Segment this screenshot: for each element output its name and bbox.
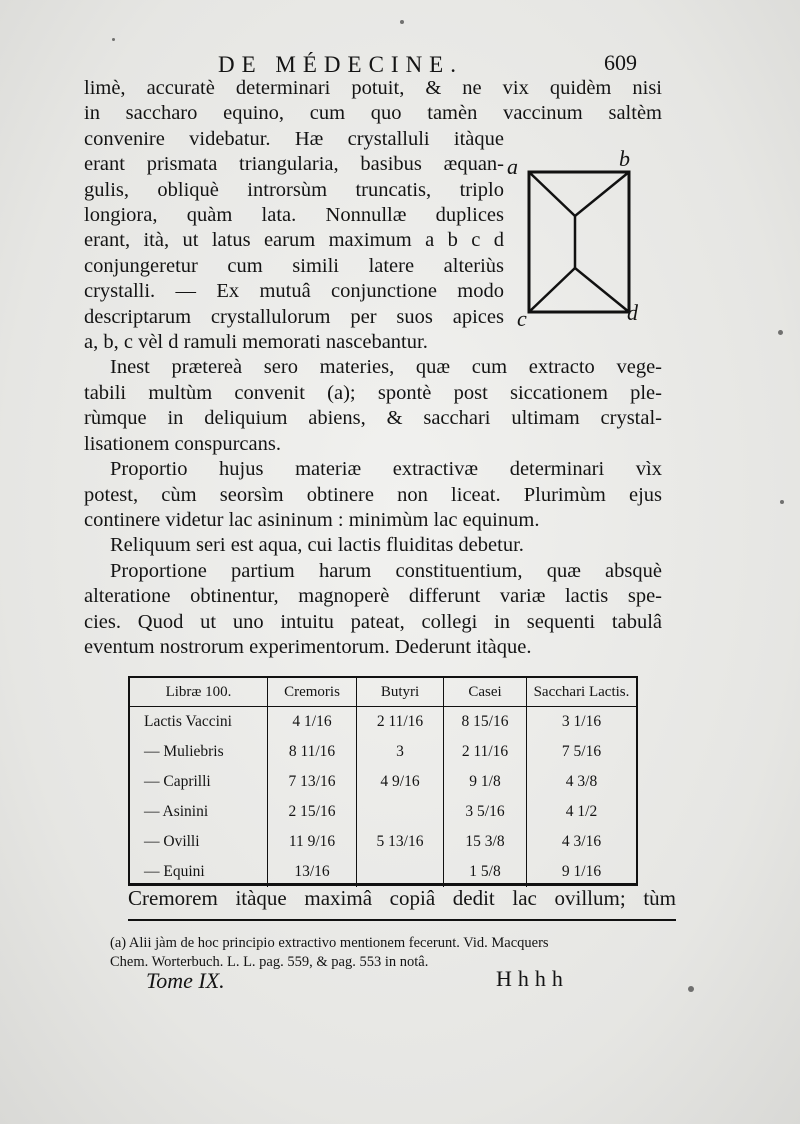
row-label: — Caprilli: [130, 767, 268, 797]
cell-value: 4 1/16: [292, 713, 332, 730]
cell-value: 4 9/16: [380, 773, 420, 790]
footnote-line: Chem. Worterbuch. L. L. pag. 559, & pag. 553 in notâ.: [110, 954, 429, 970]
cell-value: 15 3/8: [465, 833, 505, 850]
text-line: eventum nostrorum experimentorum. Dederunt itàque.: [84, 635, 532, 658]
cell-value: 2 11/16: [376, 713, 424, 730]
table-row: [130, 737, 636, 767]
text-line: alteratione obtinentur, magnoperè differunt variæ lactis spe-: [84, 585, 662, 608]
table-cell: [527, 827, 637, 857]
table-cell: [357, 737, 444, 767]
text-line: longiora, quàm lata. Nonnullæ duplices: [84, 204, 504, 227]
text-line: Proportione partium harum constituentium, quæ absquè: [110, 559, 662, 582]
text-line: lisationem conspurcans.: [84, 432, 281, 455]
crystal-diagram: [505, 150, 665, 330]
row-label: — Asinini: [130, 797, 268, 827]
row-label: — Equini: [130, 857, 268, 887]
text-line: descriptarum crystallulorum per suos apices: [84, 305, 504, 328]
text-line: gulis, obliquè introrsùm truncatis, triplo: [84, 178, 504, 201]
table-cell: [268, 857, 357, 887]
paragraph-3: [84, 457, 662, 533]
column-header: Cremoris: [268, 678, 357, 707]
cell-value: 4 1/2: [565, 803, 598, 820]
page-footer: [146, 968, 576, 998]
cell-value: 2 11/16: [461, 743, 509, 760]
table-row: [130, 797, 636, 827]
row-label: — Muliebris: [130, 737, 268, 767]
table-row: [130, 767, 636, 797]
cell-value: 7 13/16: [288, 773, 336, 790]
cell-value: 8 11/16: [288, 743, 336, 760]
figure-label-a: a: [507, 154, 518, 179]
table-cell: [268, 797, 357, 827]
cell-value: 11 9/16: [288, 833, 336, 850]
column-header: Sacchari Lactis.: [527, 678, 637, 707]
table-cell: [444, 737, 527, 767]
text-line: erant prismata triangularia, basibus æquan-: [84, 153, 504, 176]
page-number: 609: [604, 50, 637, 75]
cell-value: 1 5/8: [469, 863, 501, 880]
paper-speck: [400, 20, 404, 24]
cell-value: 9 1/16: [561, 863, 602, 880]
table-cell: [357, 857, 444, 887]
text-line: cies. Quod ut uno intuitu pateat, collegi in sequenti tabulâ: [84, 610, 662, 633]
text-line: continere videtur lac asininum : minimùm lac equinum.: [84, 508, 540, 531]
table-cell: [527, 797, 637, 827]
text-line: erant, ità, ut latus earum maximum a b c d: [84, 229, 504, 252]
text-line: Inest prætereà sero materies, quæ cum extracto vege-: [110, 356, 662, 379]
running-title: DE MÉDECINE.: [218, 52, 463, 77]
footnote-line: (a) Alii jàm de hoc principio extractivo mentionem fecerunt. Vid. Macquers: [110, 935, 549, 951]
signature-mark: Hhhh: [496, 966, 569, 991]
text-line: crystalli. — Ex mutuâ conjunctione modo: [84, 280, 504, 303]
figure-label-d: d: [627, 300, 638, 325]
cell-value: 4 3/16: [561, 833, 602, 850]
figure-label-c: c: [517, 306, 527, 331]
table-row: [130, 707, 636, 738]
cell-value: 2 15/16: [288, 803, 336, 820]
table-cell: [527, 767, 637, 797]
paragraph-2: [84, 355, 662, 457]
table-cell: [357, 767, 444, 797]
table-cell: [527, 737, 637, 767]
table-cell: [444, 857, 527, 887]
cell-value: 7 5/16: [561, 743, 602, 760]
column-header: Butyri: [357, 678, 444, 707]
figure-label-b: b: [619, 146, 630, 171]
text-line: Reliquum seri est aqua, cui lactis fluiditas debetur.: [110, 534, 524, 557]
table-cell: [444, 707, 527, 738]
text-line: convenire videbatur. Hæ crystalluli itàque: [84, 127, 504, 150]
paragraph-4: [84, 533, 662, 558]
text-line: Proportio hujus materiæ extractivæ determinari vìx: [110, 458, 662, 481]
paper-speck: [688, 986, 694, 992]
table-cell: [444, 827, 527, 857]
row-label: Lactis Vaccini: [130, 707, 268, 738]
volume-label: Tome IX.: [146, 968, 225, 993]
text-line: conjungeretur cum simili latere alteriùs: [84, 254, 504, 277]
cell-value: 4 3/8: [565, 773, 598, 790]
text-line: limè, accuratè determinari potuit, & ne vix quidèm nisi: [84, 77, 662, 99]
cell-value: 3 1/16: [561, 713, 602, 730]
cell-value: 9 1/8: [469, 773, 501, 790]
crystal-lower-edges: [529, 268, 629, 312]
table-cell: [268, 737, 357, 767]
table-cell: [268, 827, 357, 857]
table-cell: [357, 707, 444, 738]
cell-value: 3 5/16: [465, 803, 505, 820]
column-header: Casei: [444, 678, 527, 707]
data-table: [130, 678, 636, 887]
cell-value: 13/16: [294, 863, 330, 880]
crystal-upper-edges: [529, 172, 629, 216]
table-cell: [444, 797, 527, 827]
paper-speck: [112, 38, 115, 41]
text-line: rùmque in deliquium abiens, & sacchari ultimam crystal-: [84, 407, 662, 430]
table-cell: [268, 767, 357, 797]
table-cell: [268, 707, 357, 738]
table-cell: [527, 857, 637, 887]
cell-value: 3: [396, 743, 404, 760]
table-cell: [357, 827, 444, 857]
paragraph-5: [84, 559, 662, 661]
column-header: Libræ 100.: [130, 678, 268, 707]
cell-value: 8 15/16: [461, 713, 509, 730]
milk-composition-table: [128, 676, 638, 886]
text-line: potest, cùm seorsìm obtinere non liceat. Plurimùm ejus: [84, 483, 662, 506]
paper-speck: [778, 330, 783, 335]
table-cell: [527, 707, 637, 738]
table-cell: [444, 767, 527, 797]
cell-value: 5 13/16: [376, 833, 424, 850]
text-line: a, b, c vèl d ramuli memorati nascebantur.: [84, 331, 428, 354]
text-line: tabili multùm convenit (a); spontè post siccationem ple-: [84, 381, 662, 404]
table-row: [130, 827, 636, 857]
paper-speck: [780, 500, 784, 504]
table-header-row: [130, 678, 636, 707]
table-row: [130, 857, 636, 887]
text-line: in saccharo equino, cum quo tamèn vaccinum saltèm: [84, 102, 662, 125]
closing-text-line: Cremorem itàque maximâ copiâ dedit lac ovillum; tùm: [128, 886, 676, 921]
crystal-outline: [529, 172, 629, 312]
footnote: [110, 934, 680, 972]
crystal-figure: [505, 146, 665, 331]
row-label: — Ovilli: [130, 827, 268, 857]
table-cell: [357, 797, 444, 827]
